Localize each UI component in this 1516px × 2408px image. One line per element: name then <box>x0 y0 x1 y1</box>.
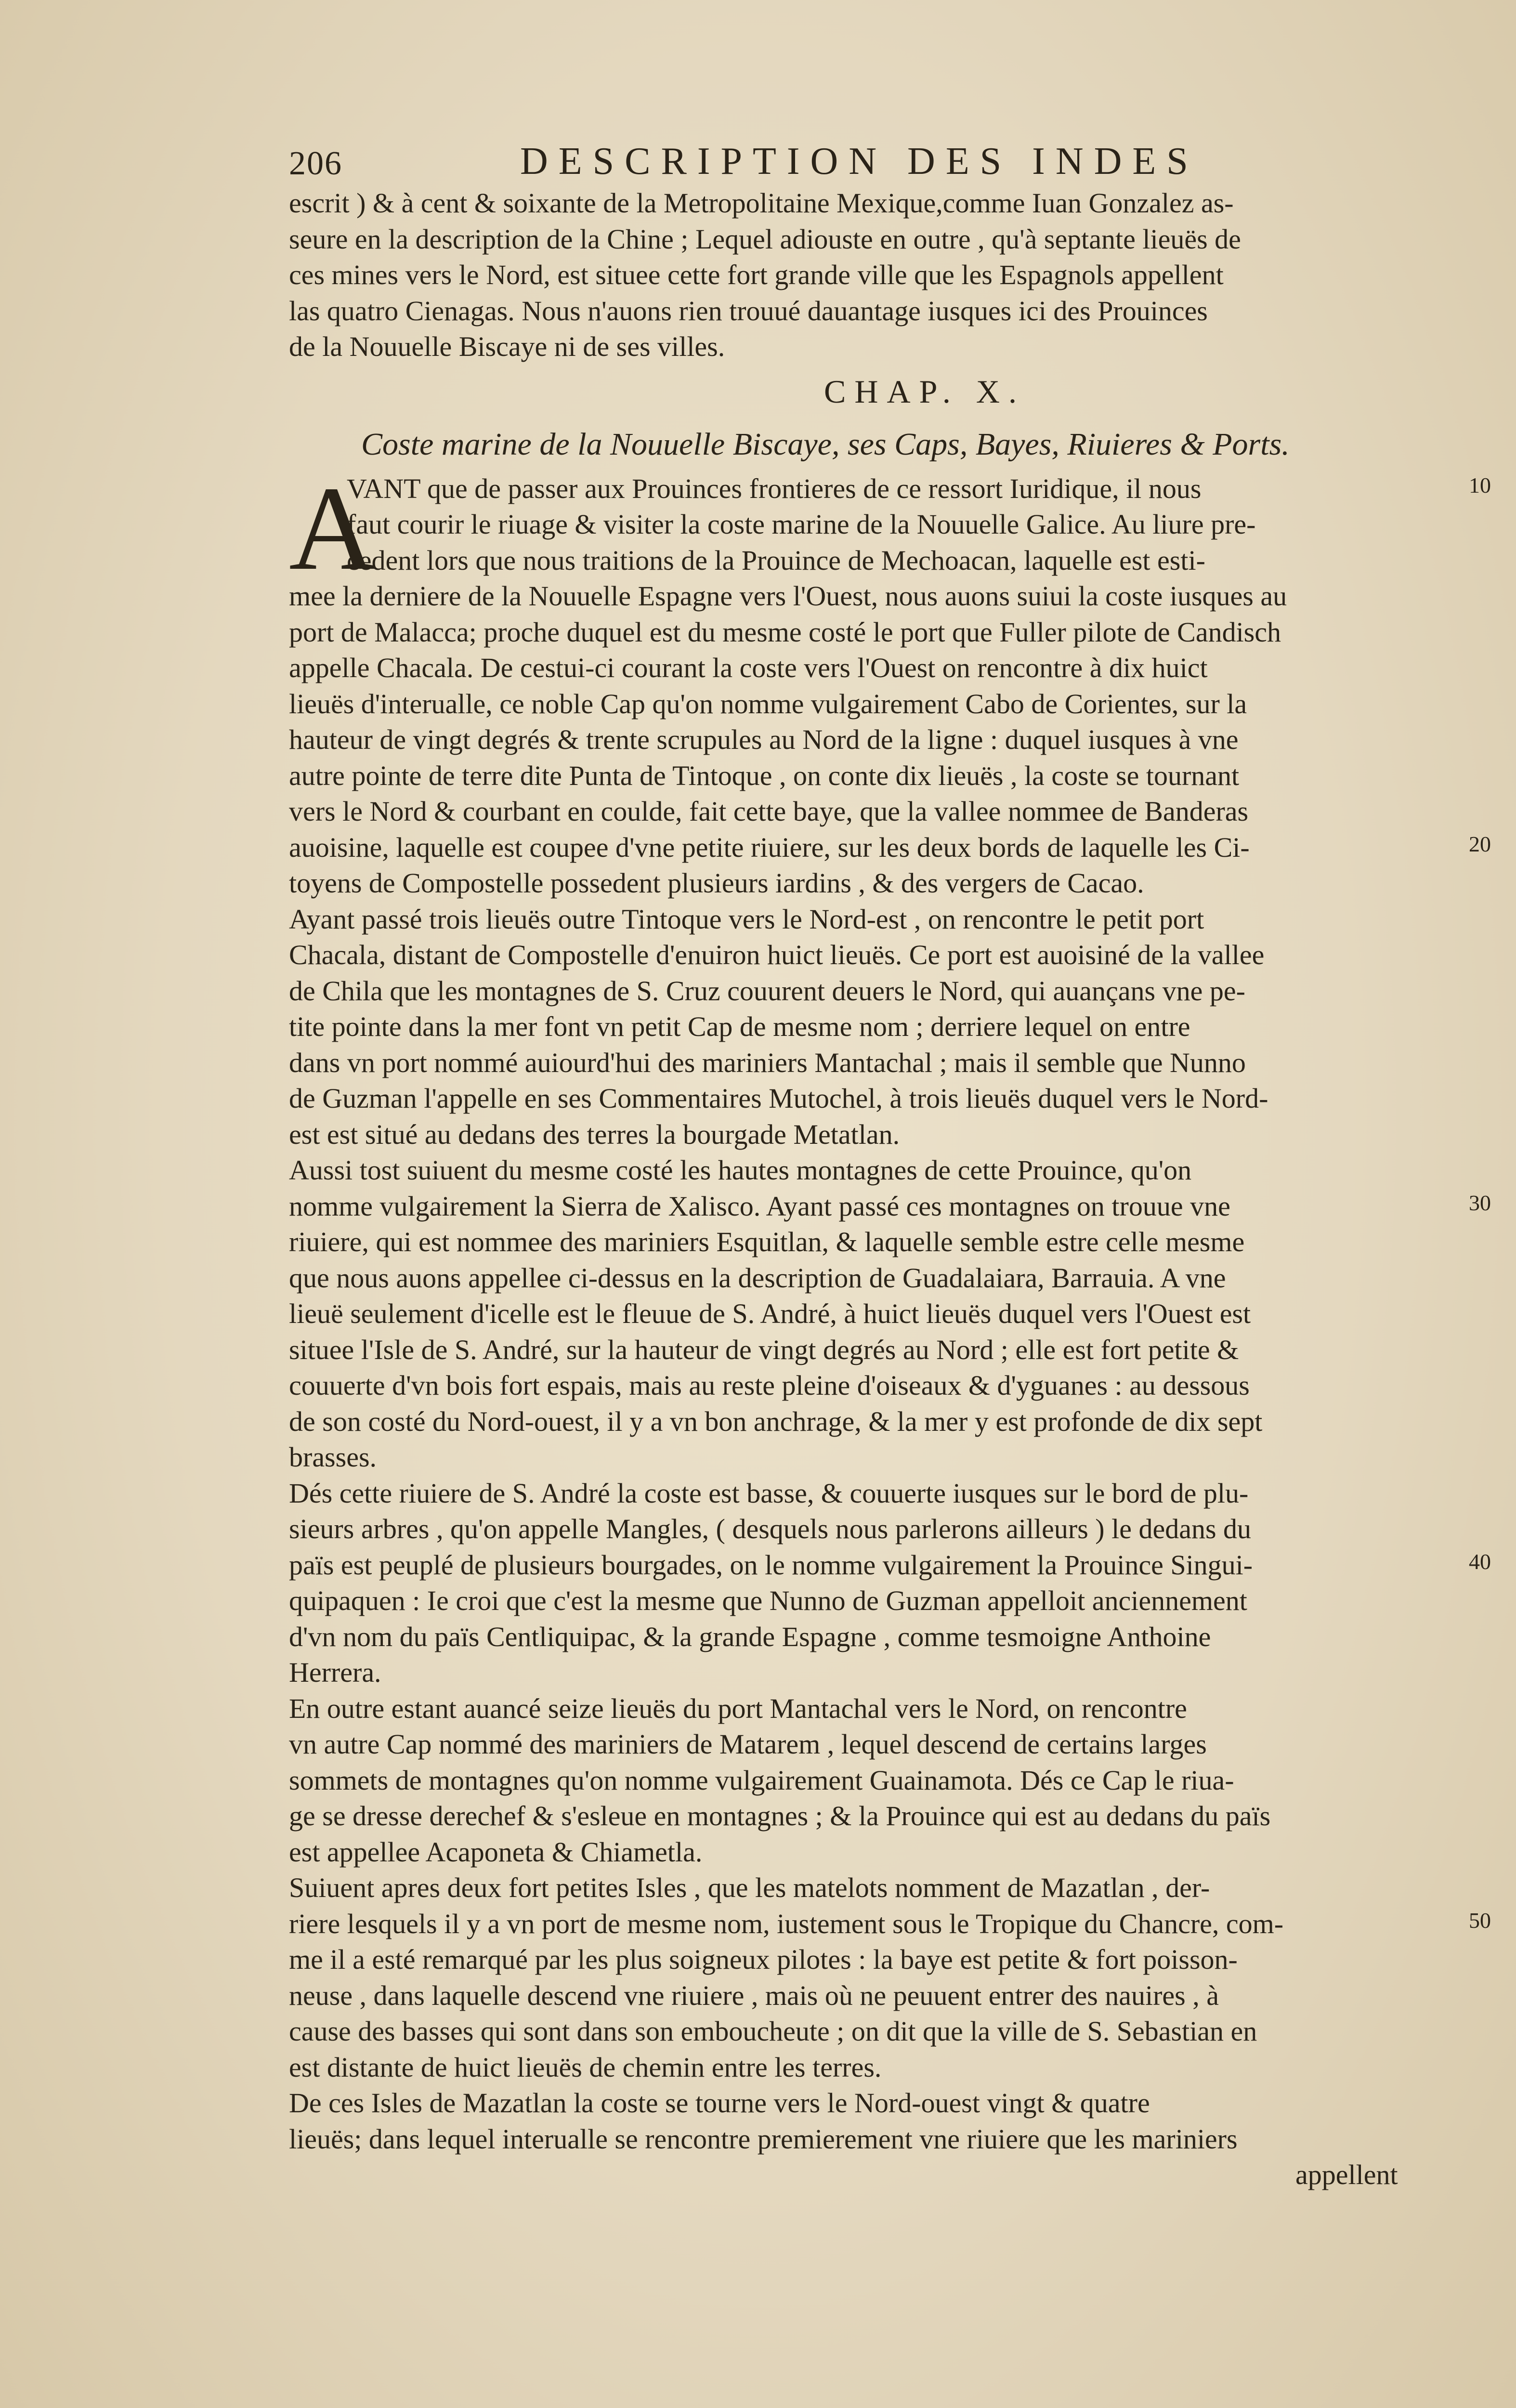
text-line: cedent lors que nous traitions de la Prouince de Mechoacan, laquelle est esti- <box>347 544 1205 576</box>
text-line: VANT que de passer aux Prouinces frontieres de ce ressort Iuridique, il nous 10 <box>289 471 1435 507</box>
text-line: lieuës; dans lequel interualle se rencontre premierement vne riuiere que les mariniers <box>289 2123 1238 2155</box>
text-line: faut courir le riuage & visiter la coste marine de la Nouuelle Galice. Au liure pre- <box>347 509 1256 540</box>
drop-cap: A <box>289 461 376 595</box>
text-line: autre pointe de terre dite Punta de Tintoque , on conte dix lieuës , la coste se tournant <box>289 759 1240 791</box>
text-line: escrit ) & à cent & soixante de la Metropolitaine Mexique,comme Iuan Gonzalez as- <box>289 187 1234 219</box>
text-line: de Guzman l'appelle en ses Commentaires Mutochel, à trois lieuës duquel vers le Nord- <box>289 1083 1268 1114</box>
text-line: me il a esté remarqué par les plus soigneux pilotes : la baye est petite & fort poisson- <box>289 1944 1238 1975</box>
text-line: tite pointe dans la mer font vn petit Cap de mesme nom ; derriere lequel on entre <box>289 1011 1190 1042</box>
text-line: mee la derniere de la Nouuelle Espagne vers l'Ouest, nous auons suiui la coste iusques au <box>289 580 1287 612</box>
text-line: de Chila que les montagnes de S. Cruz couurent deuers le Nord, qui auançans vne pe- <box>289 975 1245 1007</box>
text-line: seure en la description de la Chine ; Lequel adiouste en outre , qu'à septante lieuës de <box>289 223 1241 255</box>
margin-line-number: 50 <box>1469 1908 1491 1933</box>
margin-line-number: 30 <box>1469 1190 1491 1215</box>
text-line: En outre estant auancé seize lieuës du port Mantachal vers le Nord, on rencontre <box>289 1692 1187 1724</box>
text-line: que nous auons appellee ci-dessus en la description de Guadalaiara, Barrauia. A vne <box>289 1262 1226 1294</box>
text-line: de son costé du Nord-ouest, il y a vn bon anchrage, & la mer y est profonde de dix sept <box>289 1405 1263 1437</box>
text-line: Aussi tost suiuent du mesme costé les hautes montagnes de cette Prouince, qu'on <box>289 1154 1192 1186</box>
text-line: Herrera. <box>289 1657 381 1688</box>
text-line: sieurs arbres , qu'on appelle Mangles, ( desquels nous parlerons ailleurs ) le dedans du <box>289 1513 1252 1544</box>
text-line: las quatro Cienagas. Nous n'auons rien trouué dauantage iusques ici des Prouinces <box>289 295 1208 327</box>
text-line: riere lesquels il y a vn port de mesme nom, iustement sous le Tropique du Chancre, com- 50 <box>289 1906 1435 1942</box>
text-line: ge se dresse derechef & s'esleue en montagnes ; & la Prouince qui est au dedans du païs <box>289 1800 1271 1832</box>
page-header <box>289 140 1262 193</box>
text-line: lieuë seulement d'icelle est le fleuue de S. André, à huict lieuës duquel vers l'Ouest est <box>289 1298 1251 1329</box>
text-line: Ayant passé trois lieuës outre Tintoque vers le Nord-est , on rencontre le petit port <box>289 903 1204 935</box>
chapter-body <box>289 461 1491 2158</box>
text-line: sommets de montagnes qu'on nomme vulgairement Guainamota. Dés ce Cap le riua- <box>289 1764 1234 1796</box>
text-line: ces mines vers le Nord, est situee cette fort grande ville que les Espagnols appellent <box>289 259 1224 290</box>
text-line: nomme vulgairement la Sierra de Xalisco. Ayant passé ces montagnes on trouue vne 30 <box>289 1189 1435 1225</box>
text-line: est est situé au dedans des terres la bourgade Metatlan. <box>289 1118 900 1150</box>
text-line: dans vn port nommé auiourd'hui des mariniers Mantachal ; mais il semble que Nunno <box>289 1047 1246 1078</box>
margin-line-number: 20 <box>1469 831 1491 856</box>
text-line: toyens de Compostelle possedent plusieurs iardins , & des vergers de Cacao. <box>289 867 1144 899</box>
catchword: appellent <box>1295 2159 1398 2190</box>
chapter-heading: CHAP. X. <box>824 373 1025 410</box>
running-title: DESCRIPTION DES INDES <box>520 140 1199 183</box>
text-line: est appellee Acaponeta & Chiametla. <box>289 1836 703 1868</box>
text-line: riuiere, qui est nommee des mariniers Esquitlan, & laquelle semble estre celle mesme <box>289 1226 1245 1257</box>
text-line: neuse , dans laquelle descend vne riuiere , mais où ne peuuent entrer des nauires , à <box>289 1979 1219 2011</box>
text-line: est distante de huict lieuës de chemin entre les terres. <box>289 2051 882 2083</box>
text-line: Suiuent apres deux fort petites Isles , que les matelots nomment de Mazatlan , der- <box>289 1872 1210 1903</box>
margin-line-number: 40 <box>1469 1549 1491 1574</box>
text-line: hauteur de vingt degrés & trente scrupules au Nord de la ligne : duquel iusques à vne <box>289 724 1239 755</box>
margin-line-number: 10 <box>1469 472 1491 497</box>
text-line: d'vn nom du païs Centliquipac, & la grande Espagne , comme tesmoigne Anthoine <box>289 1621 1211 1652</box>
text-line: vers le Nord & courbant en coulde, fait cette baye, que la vallee nommee de Banderas <box>289 796 1249 827</box>
text-line: lieuës d'interualle, ce noble Cap qu'on nomme vulgairement Cabo de Corientes, sur la <box>289 688 1247 720</box>
text-line: brasses. <box>289 1441 377 1473</box>
text-line: Dés cette riuiere de S. André la coste est basse, & couuerte iusques sur le bord de plu- <box>289 1477 1249 1509</box>
text-line: quipaquen : Ie croi que c'est la mesme que Nunno de Guzman appelloit anciennement <box>289 1585 1247 1616</box>
page-number: 206 <box>289 145 342 182</box>
text-line: port de Malacca; proche duquel est du mesme costé le port que Fuller pilote de Candisch <box>289 616 1281 648</box>
text-line: vn autre Cap nommé des mariniers de Matarem , lequel descend de certains larges <box>289 1728 1207 1760</box>
text-line: païs est peuplé de plusieurs bourgades, on le nomme vulgairement la Prouince Singui- 40 <box>289 1547 1435 1584</box>
text-line: De ces Isles de Mazatlan la coste se tourne vers le Nord-ouest vingt & quatre <box>289 2087 1150 2119</box>
text-block <box>289 185 1491 2193</box>
text-line: cause des basses qui sont dans son emboucheute ; on dit que la ville de S. Sebastian en <box>289 2015 1257 2047</box>
text-line: appelle Chacala. De cestui-ci courant la coste vers l'Ouest on rencontre à dix huict <box>289 652 1208 683</box>
chapter-subtitle: Coste marine de la Nouuelle Biscaye, ses Caps, Bayes, Riuieres & Ports. <box>361 426 1290 462</box>
text-line: de la Nouuelle Biscaye ni de ses villes. <box>289 331 725 362</box>
text-line: Chacala, distant de Compostelle d'enuiron huict lieuës. Ce port est auoisiné de la vallee <box>289 939 1265 970</box>
text-line: situee l'Isle de S. André, sur la hauteur de vingt degrés au Nord ; elle est fort petite & <box>289 1334 1239 1365</box>
intro-paragraph <box>289 185 1435 365</box>
text-line: auoisine, laquelle est coupee d'vne petite riuiere, sur les deux bords de laquelle les Ci- 20 <box>289 830 1435 866</box>
text-line: couuerte d'vn bois fort espais, mais au reste pleine d'oiseaux & d'yguanes : au dessous <box>289 1370 1250 1401</box>
